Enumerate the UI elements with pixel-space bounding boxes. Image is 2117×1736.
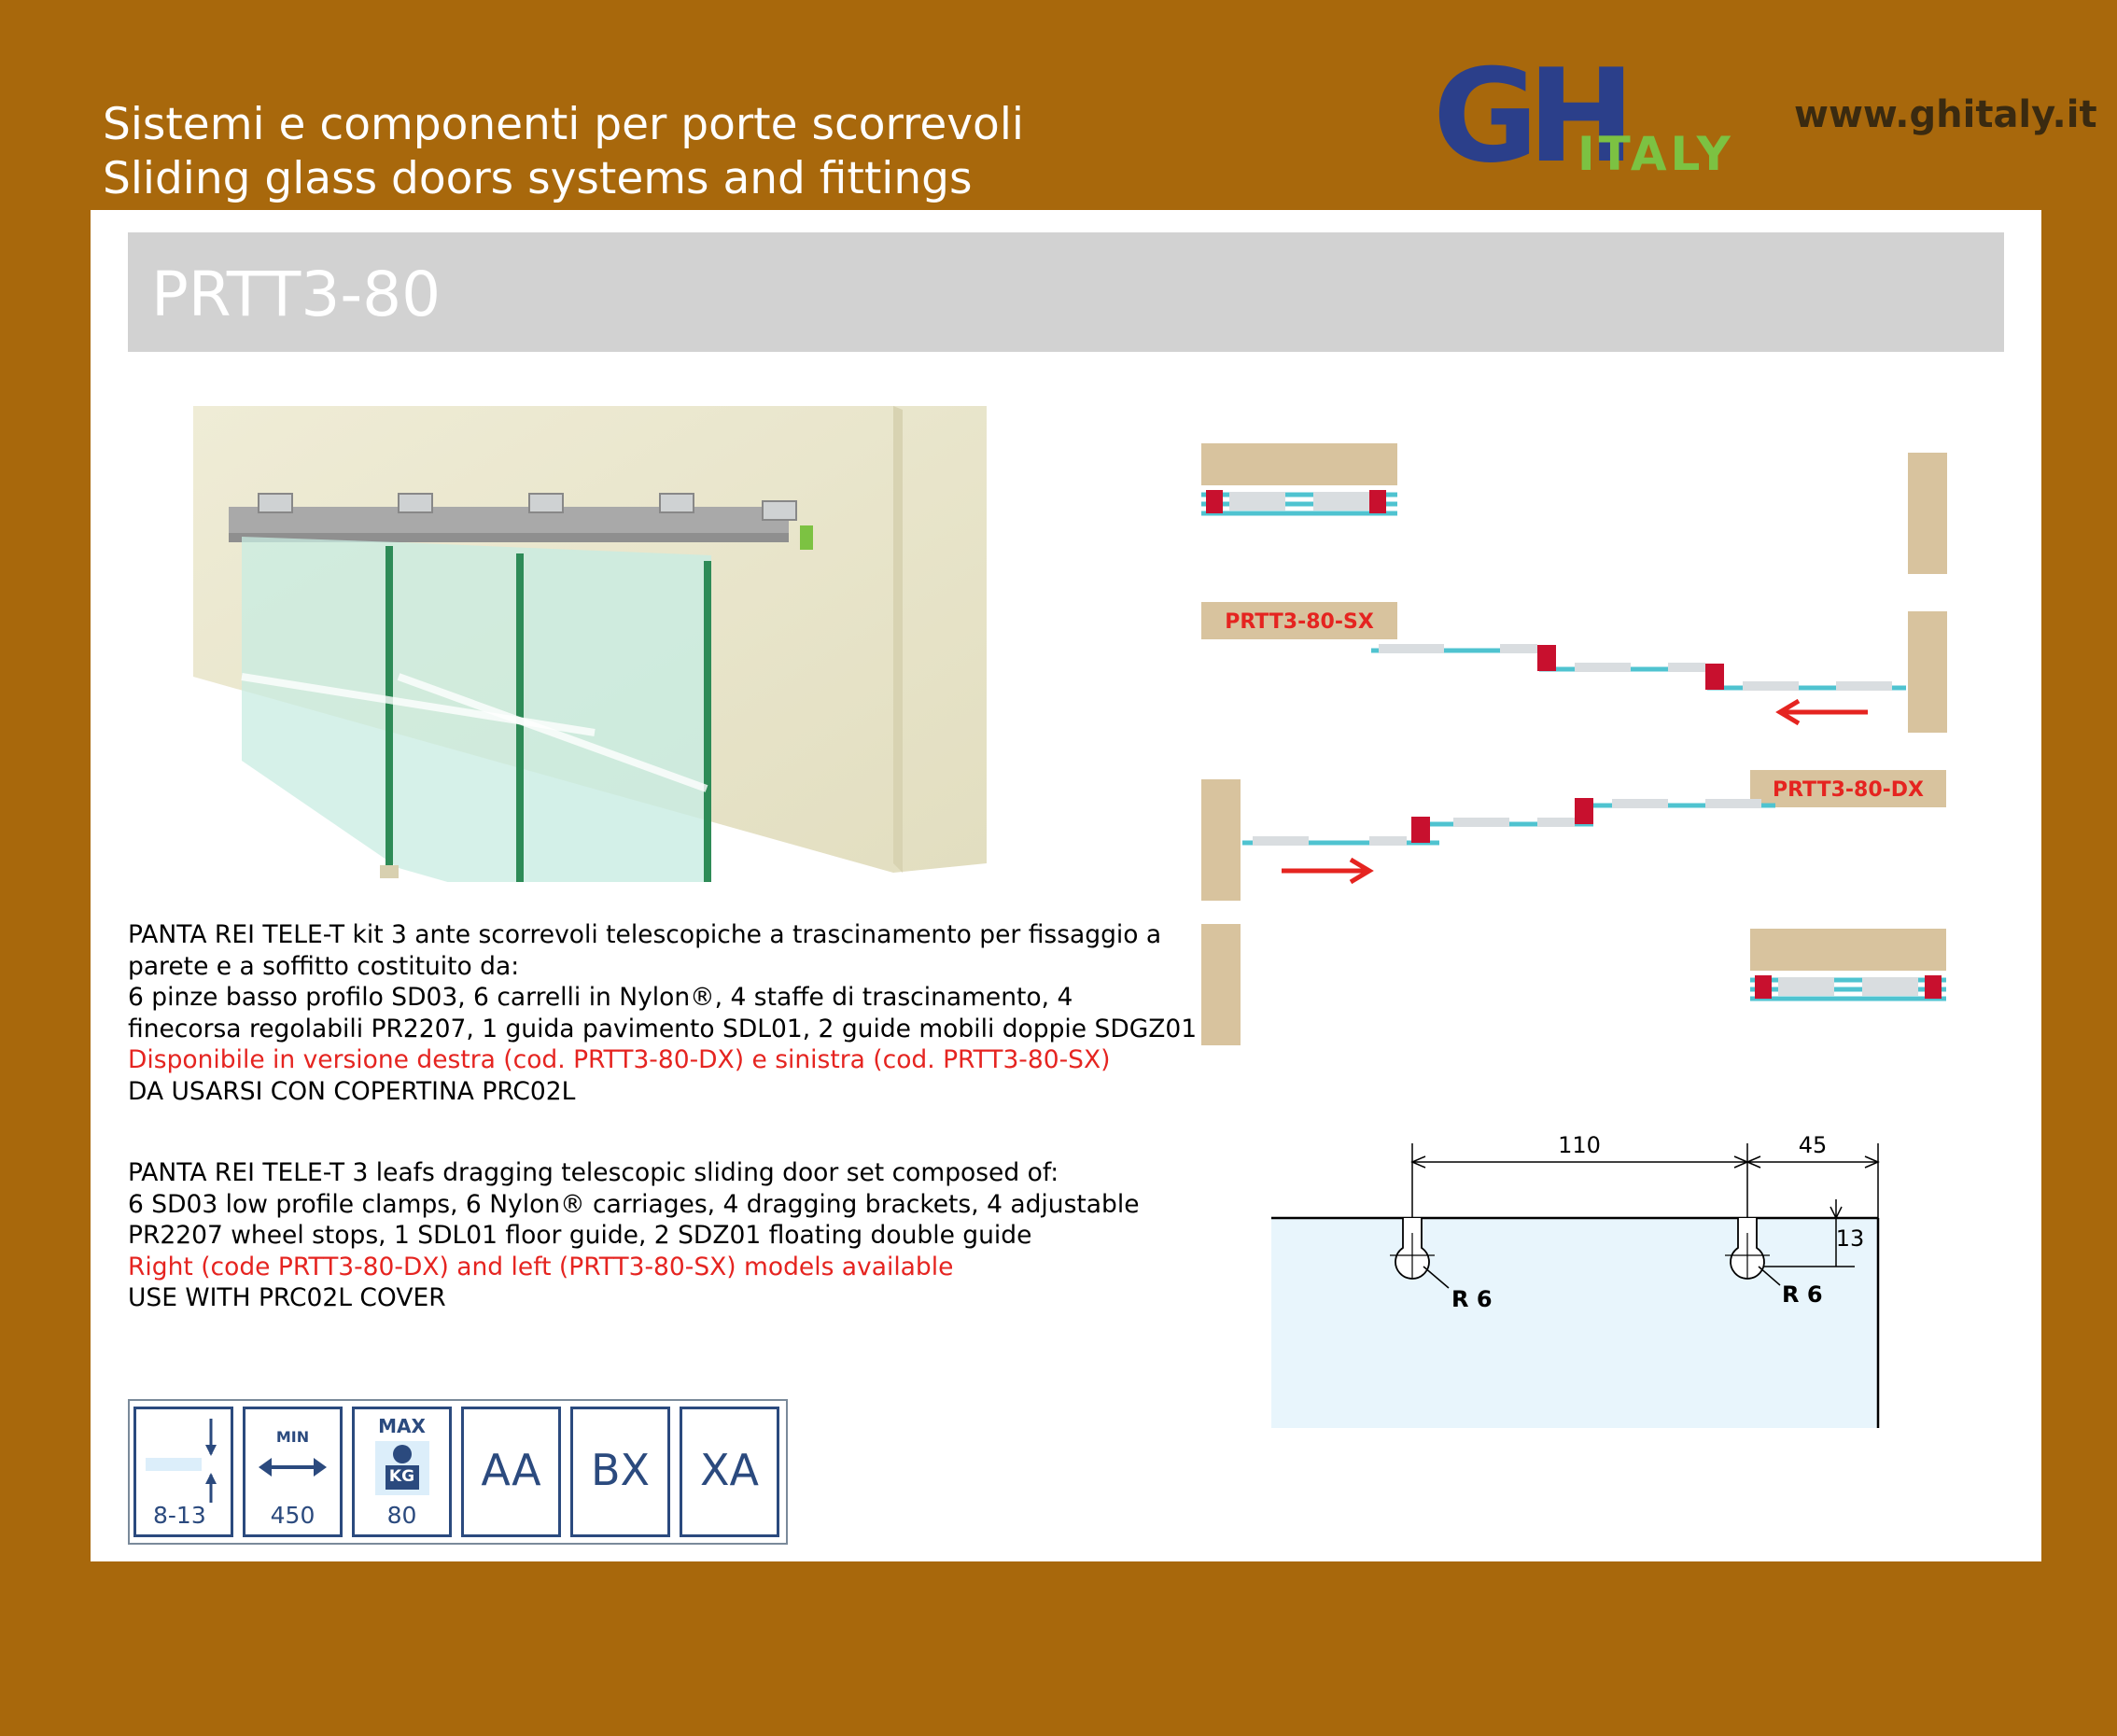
max-value: 80 bbox=[386, 1502, 417, 1529]
logo-gh: GH bbox=[1433, 56, 1624, 177]
radius-label-2: R 6 bbox=[1782, 1281, 1823, 1308]
spec-icons-row bbox=[128, 1399, 788, 1545]
dim-13: 13 bbox=[1835, 1225, 1865, 1252]
desc-it-line-1: PANTA REI TELE-T kit 3 ante scorrevoli telescopiche a trascinamento per fissaggio a bbox=[128, 920, 1162, 949]
desc-en-cover: USE WITH PRC02L COVER bbox=[128, 1283, 446, 1312]
tagline-italian: Sistemi e componenti per porte scorrevoli bbox=[103, 99, 1024, 150]
code-xa-icon bbox=[680, 1407, 779, 1537]
desc-it-availability: Disponibile in versione destra (cod. PRTT3-80-DX) e sinistra (cod. PRTT3-80-SX) bbox=[128, 1045, 1111, 1074]
code-bx: BX bbox=[590, 1445, 651, 1495]
code-aa: AA bbox=[481, 1445, 541, 1495]
kg-label: KG bbox=[388, 1467, 415, 1486]
header-tagline bbox=[103, 98, 1024, 206]
min-width-icon bbox=[243, 1407, 343, 1537]
min-value: 450 bbox=[270, 1502, 315, 1529]
plan-label-dx: PRTT3-80-DX bbox=[1772, 778, 1925, 802]
desc-en-availability: Right (code PRTT3-80-DX) and left (PRTT3-80-SX) models available bbox=[128, 1252, 954, 1281]
desc-en-line-2: 6 SD03 low profile clamps, 6 Nylon® carriages, 4 dragging brackets, 4 adjustable bbox=[128, 1189, 1140, 1219]
desc-it-cover: DA USARSI CON COPERTINA PRC02L bbox=[128, 1076, 576, 1106]
plan-label-sx: PRTT3-80-SX bbox=[1225, 610, 1374, 634]
desc-en-line-1: PANTA REI TELE-T 3 leafs dragging telescopic sliding door set composed of: bbox=[128, 1158, 1059, 1187]
dim-45: 45 bbox=[1798, 1132, 1828, 1158]
glass-thickness-icon bbox=[133, 1407, 233, 1537]
plan-bottom-right bbox=[1750, 929, 1946, 999]
code-bx-icon bbox=[570, 1407, 670, 1537]
code-aa-icon bbox=[461, 1407, 561, 1537]
website-link[interactable]: www.ghitaly.it bbox=[1794, 93, 2097, 136]
product-panel bbox=[91, 210, 2041, 1561]
title-bar bbox=[128, 232, 2004, 352]
logo-italy: ITALY bbox=[1577, 127, 1734, 177]
description-english bbox=[128, 1157, 1229, 1314]
max-label: MAX bbox=[378, 1415, 426, 1437]
max-weight-icon bbox=[352, 1407, 452, 1537]
radius-label-1: R 6 bbox=[1451, 1286, 1493, 1312]
code-xa: XA bbox=[700, 1445, 759, 1495]
tagline-english: Sliding glass doors systems and fittings bbox=[103, 153, 973, 204]
desc-it-line-2: parete e a soffitto costituito da: bbox=[128, 951, 520, 981]
desc-en-line-3: PR2207 wheel stops, 1 SDL01 floor guide, 2 SDZ01 floating double guide bbox=[128, 1221, 1032, 1250]
description-italian bbox=[128, 919, 1229, 1107]
dim-110: 110 bbox=[1558, 1132, 1601, 1158]
desc-it-line-4: finecorsa regolabili PR2207, 1 guida pavimento SDL01, 2 guide mobili doppie SDGZ01 bbox=[128, 1014, 1198, 1043]
min-label: MIN bbox=[275, 1428, 310, 1446]
desc-it-line-3: 6 pinze basso profilo SD03, 6 carrelli in Nylon®, 4 staffe di trascinamento, 4 bbox=[128, 983, 1073, 1012]
product-3d-illustration bbox=[184, 397, 987, 882]
plan-top-left bbox=[1201, 443, 1397, 513]
ghitaly-logo bbox=[1433, 56, 1769, 177]
thickness-value: 8-13 bbox=[153, 1502, 206, 1529]
product-code-title: PRTT3-80 bbox=[151, 259, 442, 330]
glass-hole-drawing bbox=[1267, 1125, 1939, 1451]
